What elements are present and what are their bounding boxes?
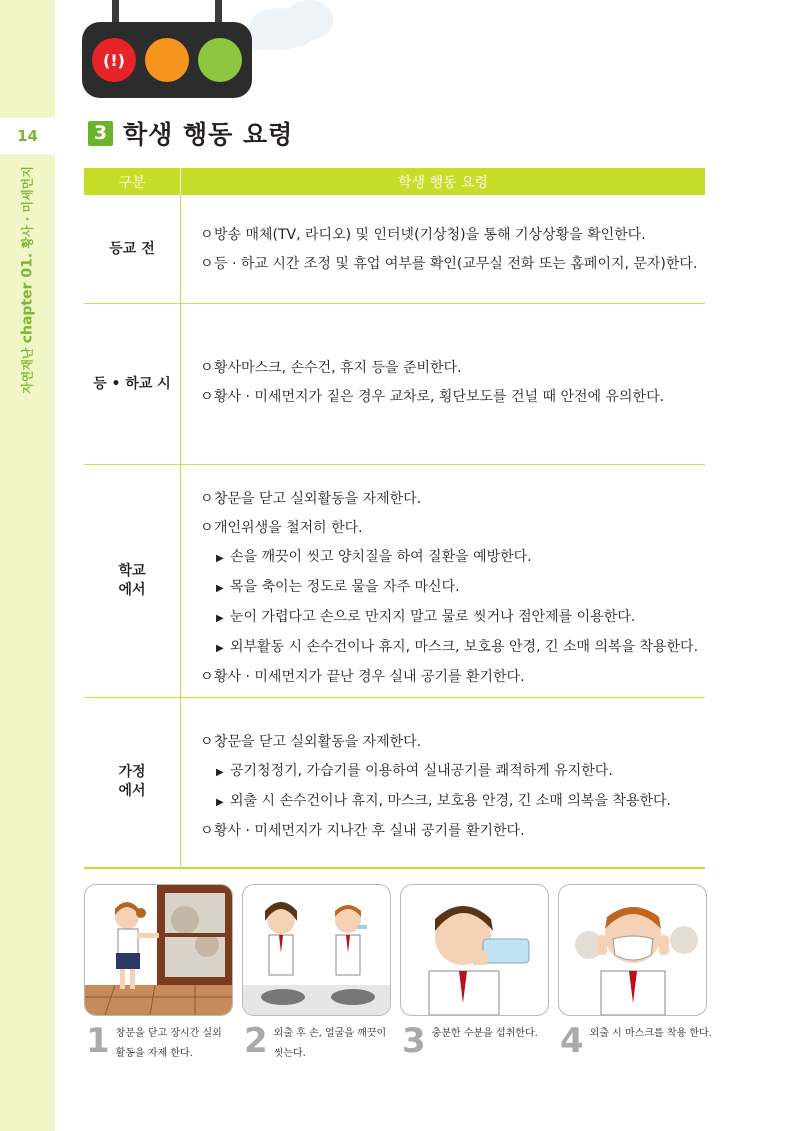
row-items (200, 221, 701, 279)
wear-mask-icon (559, 885, 706, 1015)
title-number-badge: 3 (88, 121, 113, 146)
table-row (84, 304, 705, 465)
header-category: 구분 (118, 174, 146, 191)
caption-1 (86, 1021, 222, 1064)
alert-symbol: (!) (103, 51, 125, 70)
illustration-drink-water (400, 884, 549, 1016)
row-category: 가정 에서 (118, 764, 146, 799)
list-item: ㅇ황사마스크, 손수건, 휴지 등을 준비한다. (200, 360, 462, 376)
page-number: 14 (17, 127, 38, 145)
list-item: ㅇ황사 · 미세먼지가 끝난 경우 실내 공기를 환기한다. (200, 669, 525, 685)
list-item: ㅇ창문을 닫고 실외활동을 자제한다. (200, 491, 422, 507)
list-item: ㅇ등 · 하교 시간 조정 및 휴업 여부를 확인(교무실 전화 또는 홈페이지, 문자)한다. (200, 256, 698, 272)
section-main: 자연재난 (20, 347, 35, 394)
row-items (200, 728, 701, 846)
section-topic: 황사 · 미세먼지 (20, 166, 35, 249)
page-number-box (0, 118, 55, 154)
list-item: ▶ 외부활동 시 손수건이나 휴지, 마스크, 보호용 안경, 긴 소매 의복을 착용한다. (216, 639, 699, 655)
list-item: ▶ 공기청정기, 가습기를 이용하여 실내공기를 쾌적하게 유지한다. (216, 763, 613, 779)
list-item: ▶ 목을 축이는 정도로 물을 자주 마신다. (216, 579, 460, 595)
table-row (84, 698, 705, 866)
caption-3 (402, 1021, 538, 1061)
caption-number: 1 (86, 1021, 110, 1061)
header-actions: 학생 행동 요령 (397, 174, 489, 191)
row-category: 등교 전 (109, 240, 155, 257)
close-window-icon (85, 885, 232, 1015)
caption-text: 외출 후 손, 얼굴을 깨끗이 씻는다. (273, 1028, 387, 1059)
row-divider (180, 304, 181, 464)
caption-number: 2 (244, 1021, 268, 1061)
traffic-light-icon (82, 0, 252, 100)
illustration-wash-hands (242, 884, 391, 1016)
caption-text: 외출 시 마스크를 착용 한다. (589, 1028, 712, 1039)
wash-hands-icon (243, 885, 390, 1015)
caption-text: 충분한 수분을 섭취한다. (431, 1028, 538, 1039)
list-item: ㅇ방송 매체(TV, 라디오) 및 인터넷(기상청)을 통해 기상상황을 확인한다. (200, 227, 646, 243)
row-items (200, 354, 701, 412)
table-bottom-border (84, 867, 705, 869)
drink-water-icon (401, 885, 548, 1015)
list-item: ㅇ황사 · 미세먼지가 지나간 후 실내 공기를 환기한다. (200, 823, 525, 839)
list-item: ㅇ황사 · 미세먼지가 짙은 경우 교차로, 횡단보도를 건널 때 안전에 유의한다. (200, 389, 665, 405)
section-title (88, 115, 293, 151)
list-item: ㅇ창문을 닫고 실외활동을 자제한다. (200, 734, 422, 750)
green-light-icon (198, 38, 242, 82)
caption-4 (560, 1021, 712, 1061)
row-category: 학교 에서 (118, 563, 146, 598)
orange-light-icon (145, 38, 189, 82)
caption-number: 4 (560, 1021, 584, 1061)
caption-text: 창문을 닫고 장시간 실외 활동을 자제 한다. (115, 1028, 222, 1059)
row-divider (180, 698, 181, 866)
illustration-wear-mask (558, 884, 707, 1016)
caption-2 (244, 1021, 387, 1064)
caption-number: 3 (402, 1021, 426, 1061)
list-item: ㅇ개인위생을 철저히 한다. (200, 520, 363, 536)
illustration-close-window (84, 884, 233, 1016)
table-row (84, 195, 705, 304)
section-label (19, 166, 36, 394)
list-item: ▶ 손을 깨끗이 씻고 양치질을 하여 질환을 예방한다. (216, 549, 532, 565)
page-title: 학생 행동 요령 (123, 120, 294, 149)
list-item: ▶ 눈이 가렵다고 손으로 만지지 말고 물로 씻거나 점안제를 이용한다. (216, 609, 636, 625)
sidebar (0, 0, 55, 1131)
section-chapter: chapter 01. (19, 252, 36, 344)
list-item: ▶ 외출 시 손수건이나 휴지, 마스크, 보호용 안경, 긴 소매 의복을 착용한다. (216, 793, 671, 809)
row-divider (180, 465, 181, 697)
row-divider (180, 195, 181, 303)
table-row (84, 465, 705, 698)
row-category: 등 • 하교 시 (93, 375, 171, 392)
row-items (200, 485, 701, 692)
table-header (84, 168, 705, 195)
